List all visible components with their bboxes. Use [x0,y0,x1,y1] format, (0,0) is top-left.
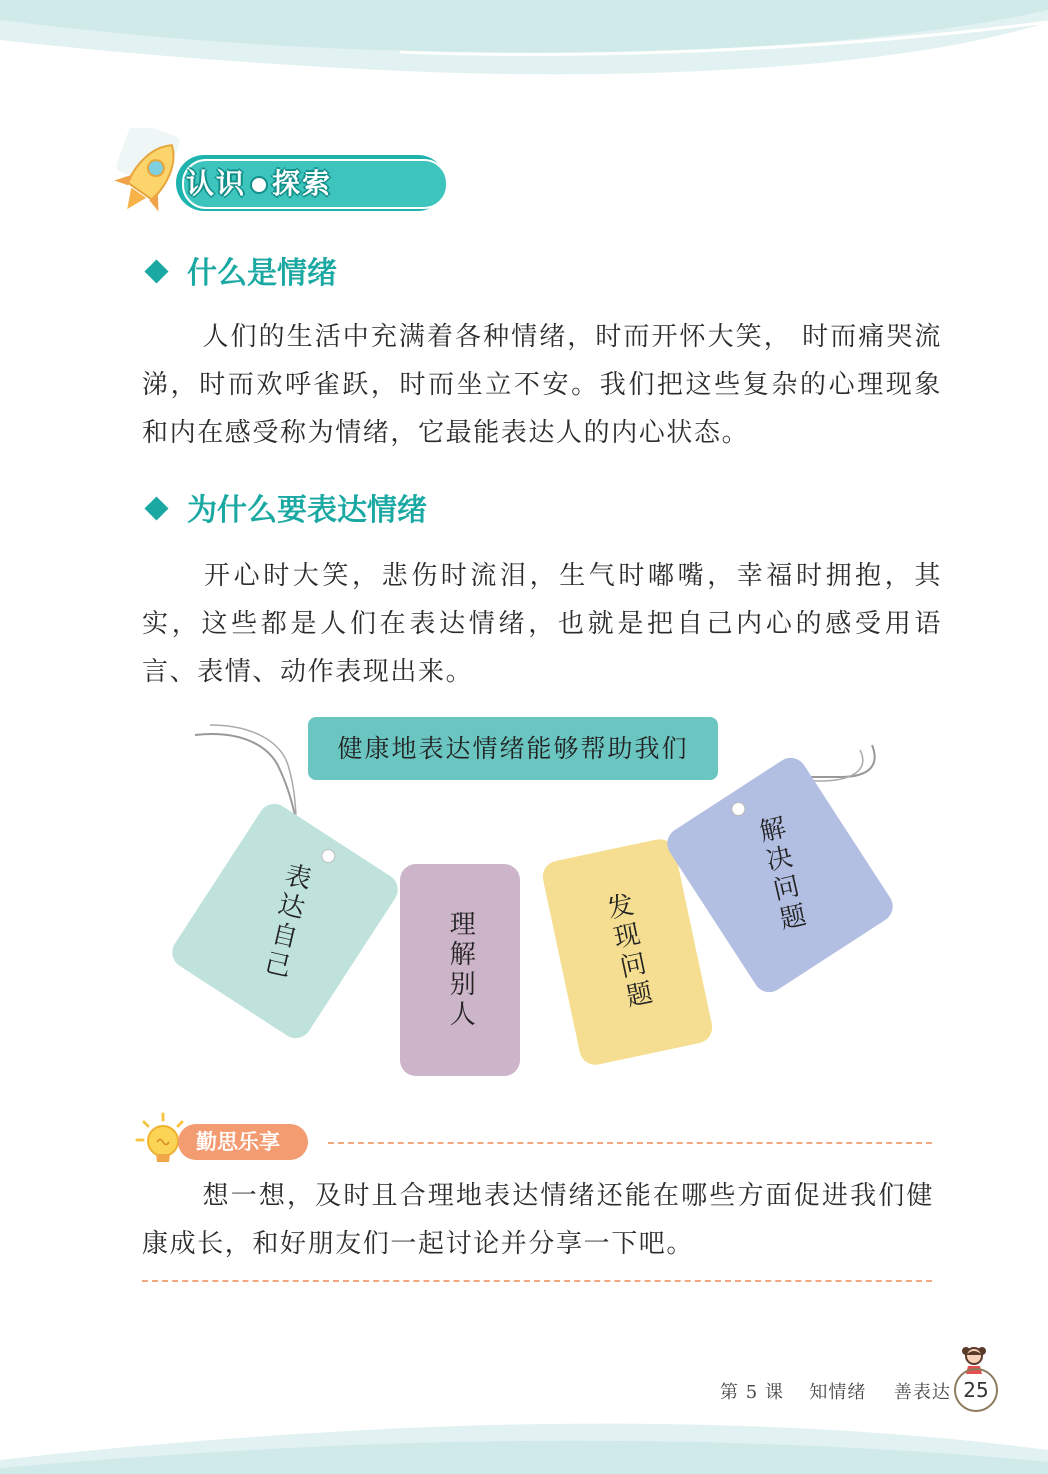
page-number: 25 [954,1368,998,1412]
banner-dot [252,178,266,192]
section2-paragraph [142,552,942,696]
footer-title-2: 善表达 [893,1382,951,1403]
section2-heading [144,491,427,531]
footer-lesson: 第 5 课 [720,1382,784,1403]
tag-card-express-self [166,798,404,1044]
tag-label-express-self: 表达自己 [257,859,314,983]
section1-heading [144,254,337,294]
tag-hole [319,846,338,865]
diamond-bullet-icon [144,496,168,520]
dashed-divider-top [328,1142,932,1144]
tag-hole [729,799,748,818]
think-share-label: 勤思乐享 [178,1124,308,1160]
banner-word-2: 探索 [272,167,333,200]
tag-label-understand-others: 理解别人 [445,910,476,1030]
tag-label-find-problems: 发现问题 [600,890,655,1014]
tag-card-understand-others [400,864,520,1076]
think-paragraph [142,1172,934,1268]
page-footer [720,1378,951,1404]
bottom-wave-decoration [0,1410,1048,1474]
section1-text: 人们的生活中充满着各种情绪，时而开怀大笑， 时而痛哭流涕，时而欢呼雀跃，时而坐立不安。我们把这些复杂的心理现象和内在感受称为情绪，它最能表达人的内心状态。 [142,322,942,448]
section1-paragraph [142,313,942,457]
dashed-divider-bottom [142,1280,932,1282]
section2-text: 开心时大笑，悲伤时流泪，生气时嘟嘴，幸福时拥抱，其实，这些都是人们在表达情绪，也就是把自己内心的感受用语言、表情、动作表现出来。 [142,561,942,687]
tag-title: 健康地表达情绪能够帮助我们 [308,717,718,780]
section2-heading-text: 为什么要表达情绪 [187,493,427,528]
diamond-bullet-icon [144,259,168,283]
think-text: 想一想，及时且合理地表达情绪还能在哪些方面促进我们健康成长，和好朋友们一起讨论并分享一下吧。 [142,1181,934,1259]
banner-title [186,162,448,206]
section-banner [108,128,368,228]
banner-word-1: 认识 [186,167,247,200]
tag-label-solve-problems: 解决问题 [752,813,809,937]
section1-heading-text: 什么是情绪 [187,256,337,291]
top-wave-decoration [0,0,1048,90]
footer-title-1: 知情绪 [809,1382,867,1403]
